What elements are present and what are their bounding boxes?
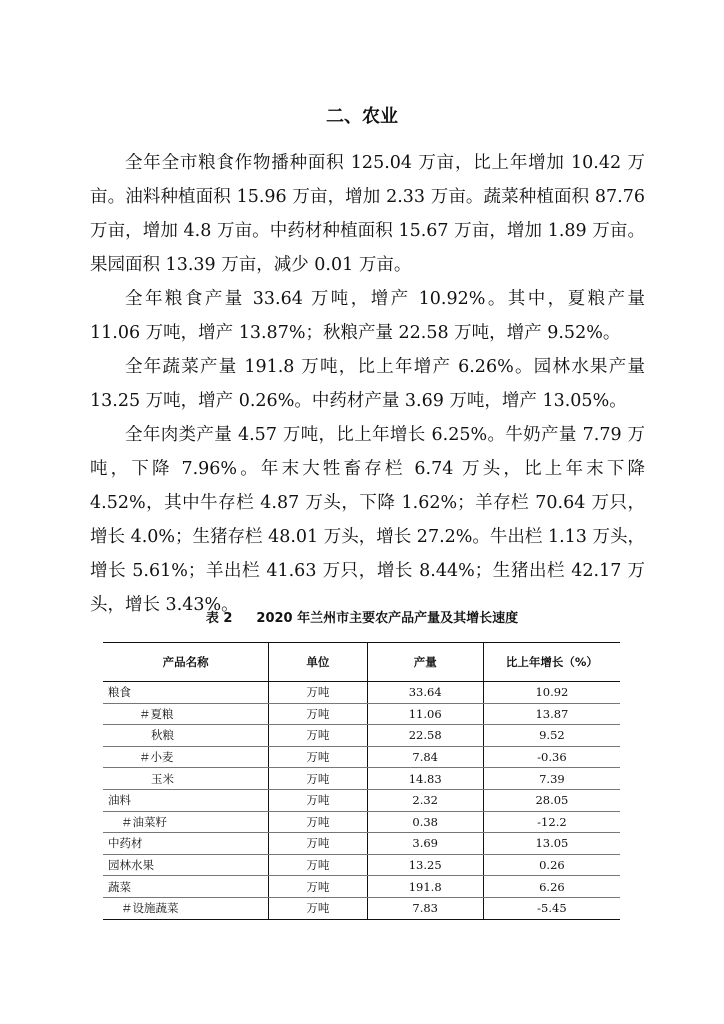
output-cell: 13.25 xyxy=(367,854,483,876)
paragraph-planting-area: 全年全市粮食作物播种面积 125.04 万亩，比上年增加 10.42 万亩。油料种植面积 15.96 万亩，增加 2.33 万亩。蔬菜种植面积 87.76 万亩，增加 4.8 万亩。中药材种植面积 15.67 万亩，增加 1.89 万亩。果园面积 13.39 万亩，减少 0.01 万亩。 xyxy=(90,153,645,275)
body-text xyxy=(90,146,645,622)
table-row xyxy=(103,789,620,811)
header-growth: 比上年增长（%） xyxy=(483,643,620,682)
unit-cell: 万吨 xyxy=(269,768,367,790)
output-cell: 0.38 xyxy=(367,811,483,833)
product-name-cell: 蔬菜 xyxy=(103,876,269,898)
section-heading: 二、农业 xyxy=(326,106,398,127)
output-cell: 22.58 xyxy=(367,725,483,747)
header-product-name: 产品名称 xyxy=(103,643,269,682)
output-cell: 191.8 xyxy=(367,876,483,898)
paragraph-grain-output: 全年粮食产量 33.64 万吨，增产 10.92%。其中，夏粮产量 11.06 万吨，增产 13.87%；秋粮产量 22.58 万吨，增产 9.52%。 xyxy=(90,289,645,343)
table-header-row xyxy=(103,643,620,682)
table-row xyxy=(103,897,620,919)
growth-cell: 0.26 xyxy=(483,854,620,876)
header-unit: 单位 xyxy=(269,643,367,682)
unit-cell: 万吨 xyxy=(269,833,367,855)
product-name-cell: 粮食 xyxy=(103,682,269,704)
production-table xyxy=(103,642,620,920)
growth-cell: 13.05 xyxy=(483,833,620,855)
output-cell: 33.64 xyxy=(367,682,483,704)
unit-cell: 万吨 xyxy=(269,854,367,876)
product-name-cell: ＃夏粮 xyxy=(103,703,269,725)
unit-cell: 万吨 xyxy=(269,703,367,725)
table-row xyxy=(103,703,620,725)
output-cell: 11.06 xyxy=(367,703,483,725)
unit-cell: 万吨 xyxy=(269,789,367,811)
growth-cell: -12.2 xyxy=(483,811,620,833)
growth-cell: 10.92 xyxy=(483,682,620,704)
output-cell: 2.32 xyxy=(367,789,483,811)
table-row xyxy=(103,876,620,898)
growth-cell: -0.36 xyxy=(483,746,620,768)
table-row xyxy=(103,811,620,833)
table-row xyxy=(103,768,620,790)
growth-cell: 6.26 xyxy=(483,876,620,898)
table-row xyxy=(103,833,620,855)
unit-cell: 万吨 xyxy=(269,746,367,768)
table-row xyxy=(103,854,620,876)
product-name-cell: 油料 xyxy=(103,789,269,811)
growth-cell: -5.45 xyxy=(483,897,620,919)
table-row xyxy=(103,682,620,704)
table-caption xyxy=(0,609,724,629)
paragraph-livestock: 全年肉类产量 4.57 万吨，比上年增长 6.25%。牛奶产量 7.79 万吨，下降 7.96%。年末大牲畜存栏 6.74 万头，比上年末下降 4.52%，其中牛存栏 4.87 万头，下降 1.62%；羊存栏 70.64 万只，增长 4.0%；生猪存栏 48.01 万头，增长 27.2%。牛出栏 1.13 万头，增长 5.61%；羊出栏 41.63 万只，增长 8.44%；生猪出栏 42.17 万头，增长 3.43%。 xyxy=(90,425,645,615)
product-name-cell: ＃油菜籽 xyxy=(103,811,269,833)
paragraph-vegetable-output: 全年蔬菜产量 191.8 万吨，比上年增产 6.26%。园林水果产量 13.25 万吨，增产 0.26%。中药材产量 3.69 万吨，增产 13.05%。 xyxy=(90,357,645,411)
unit-cell: 万吨 xyxy=(269,811,367,833)
product-name-cell: ＃小麦 xyxy=(103,746,269,768)
output-cell: 7.84 xyxy=(367,746,483,768)
output-cell: 3.69 xyxy=(367,833,483,855)
product-name-cell: 园林水果 xyxy=(103,854,269,876)
unit-cell: 万吨 xyxy=(269,682,367,704)
unit-cell: 万吨 xyxy=(269,897,367,919)
product-name-cell: 玉米 xyxy=(103,768,269,790)
table-row xyxy=(103,746,620,768)
unit-cell: 万吨 xyxy=(269,876,367,898)
product-name-cell: 中药材 xyxy=(103,833,269,855)
growth-cell: 13.87 xyxy=(483,703,620,725)
output-cell: 7.83 xyxy=(367,897,483,919)
header-output: 产量 xyxy=(367,643,483,682)
output-cell: 14.83 xyxy=(367,768,483,790)
growth-cell: 9.52 xyxy=(483,725,620,747)
table-row xyxy=(103,725,620,747)
unit-cell: 万吨 xyxy=(269,725,367,747)
product-name-cell: 秋粮 xyxy=(103,725,269,747)
growth-cell: 7.39 xyxy=(483,768,620,790)
product-name-cell: ＃设施蔬菜 xyxy=(103,897,269,919)
growth-cell: 28.05 xyxy=(483,789,620,811)
table-caption-title: 2020 年兰州市主要农产品产量及其增长速度 xyxy=(256,611,519,626)
table-caption-number: 表 2 xyxy=(205,611,233,626)
